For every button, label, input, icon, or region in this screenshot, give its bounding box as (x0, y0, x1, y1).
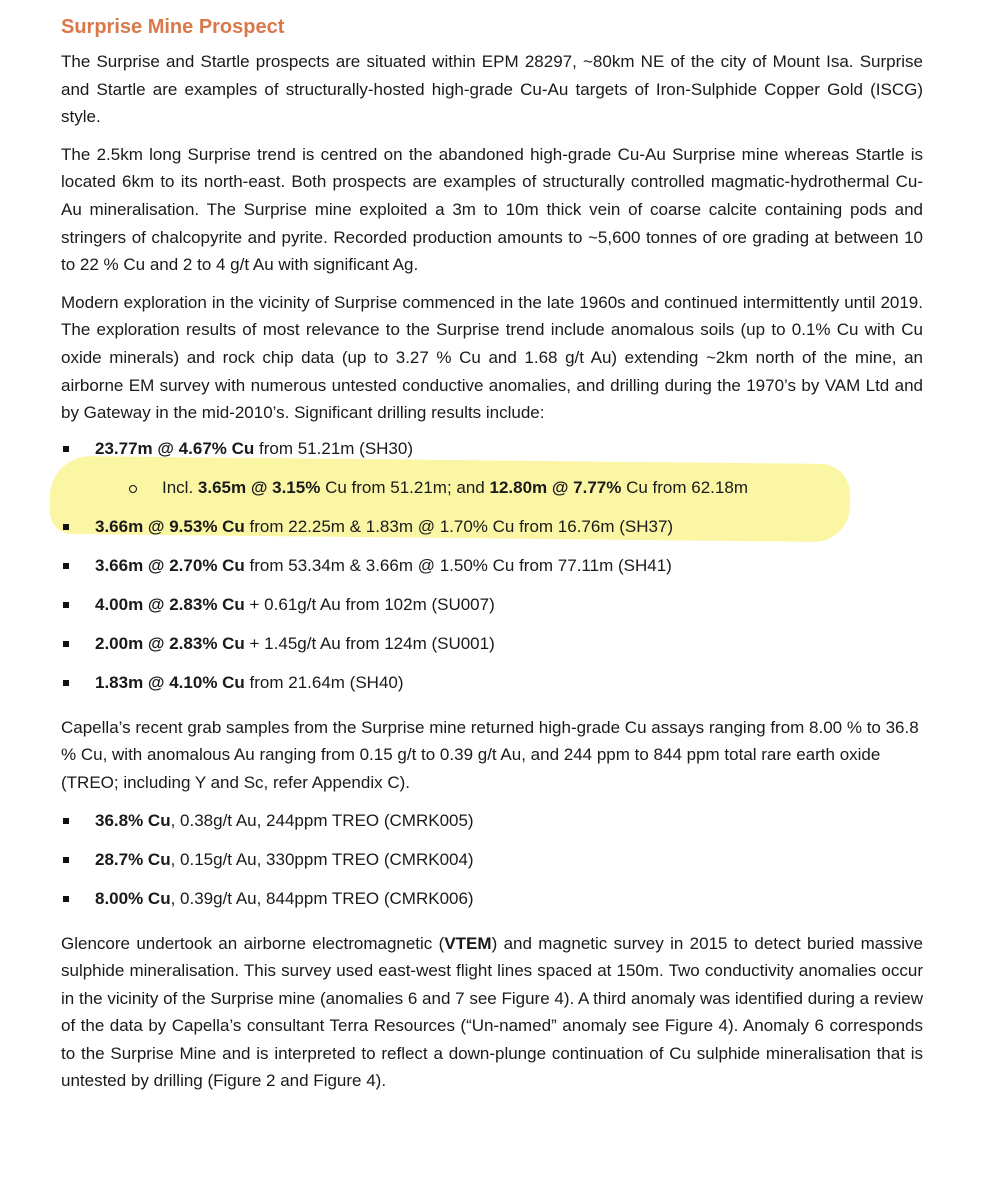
list-item (61, 671, 923, 695)
bullet-square-icon (63, 641, 69, 647)
bullet-square-icon (63, 680, 69, 686)
document-page (61, 10, 923, 1105)
drill-sub-results-list (61, 476, 923, 500)
bullet-square-icon (63, 857, 69, 863)
bullet-circle-icon (129, 485, 137, 493)
result-bold: 3.66m @ 2.70% Cu (95, 555, 245, 575)
section-heading: Surprise Mine Prospect (61, 16, 285, 38)
result-bold: 23.77m @ 4.67% Cu (95, 438, 255, 458)
sub-bold-2: 12.80m @ 7.77% (489, 477, 622, 497)
result-text: + 1.45g/t Au from 124m (SU001) (244, 633, 495, 653)
vtem-after: ) and magnetic survey in 2015 to detect buried massive sulphide mineralisation. This survey used east-west flight lines spaced at 150m. Two conductivity anomalies occur in the vicinity of the Surprise mine (anomalies 6 and 7 see Figure 4). A third anomaly was identified during a review of the data by Capella’s consultant Terra Resources (“Un-named” anomaly see Figure 4). Anomaly 6 corresponds to the Surprise Mine and is interpreted to reflect a down-plunge continuation of Cu sulphide mineralisation that is untested by drilling (Figure 2 and Figure 4). (61, 933, 923, 1091)
list-item (61, 476, 923, 500)
list-item (61, 887, 923, 911)
sample-text: , 0.15g/t Au, 330ppm TREO (CMRK004) (170, 849, 474, 869)
bullet-square-icon (63, 524, 69, 530)
list-item (61, 848, 923, 872)
sub-mid: Cu from 51.21m; and (320, 477, 490, 497)
paragraph-grab-samples: Capella’s recent grab samples from the Surprise mine returned high-grade Cu assays ranging from 8.00 % to 36.8 % Cu, with anomalous Au ranging from 0.15 g/t to 0.39 g/t Au, and 244 ppm to 844 ppm total rare earth oxide (TREO; including Y and Sc, refer Appendix C). (61, 717, 919, 792)
sample-text: , 0.39g/t Au, 844ppm TREO (CMRK006) (170, 888, 474, 908)
sub-rest: Cu from 62.18m (621, 477, 748, 497)
result-text: from 53.34m & 3.66m @ 1.50% Cu from 77.11m (SH41) (244, 555, 672, 575)
bullet-square-icon (63, 896, 69, 902)
list-item (61, 809, 923, 833)
drill-results-list (61, 437, 923, 461)
vtem-before: Glencore undertook an airborne electromagnetic ( (61, 933, 445, 953)
sample-bold: 28.7% Cu (95, 849, 171, 869)
list-item (61, 593, 923, 617)
list-item (61, 437, 923, 461)
sub-prefix: Incl. (162, 477, 198, 497)
result-bold: 2.00m @ 2.83% Cu (95, 633, 245, 653)
paragraph-modern-exploration: Modern exploration in the vicinity of Surprise commenced in the late 1960s and continued intermittently until 2019. The exploration results of most relevance to the Surprise trend include anomalous soils (up to 0.1% Cu with Cu oxide minerals) and rock chip data (up to 3.27 % Cu and 1.68 g/t Au) extending ~2km north of the mine, an airborne EM survey with numerous untested conductive anomalies, and drilling during the 1970’s by VAM Ltd and by Gateway in the mid-2010’s. Significant drilling results include: (61, 292, 923, 423)
result-bold: 4.00m @ 2.83% Cu (95, 594, 245, 614)
sample-text: , 0.38g/t Au, 244ppm TREO (CMRK005) (170, 810, 474, 830)
grab-samples-list (61, 809, 923, 911)
vtem-bold: VTEM (444, 933, 492, 953)
paragraph-surprise-trend: The 2.5km long Surprise trend is centred on the abandoned high-grade Cu-Au Surprise mine whereas Startle is located 6km to its north-east. Both prospects are examples of structurally controlled magmatic-hydrothermal Cu-Au mineralisation. The Surprise mine exploited a 3m to 10m thick vein of coarse calcite containing pods and stringers of chalcopyrite and pyrite. Recorded production amounts to ~5,600 tonnes of ore grading at between 10 to 22 % Cu and 2 to 4 g/t Au with significant Ag. (61, 144, 923, 275)
result-text: from 51.21m (SH30) (254, 438, 414, 458)
list-item (61, 554, 923, 578)
result-text: from 21.64m (SH40) (244, 672, 404, 692)
sub-bold-1: 3.65m @ 3.15% (197, 477, 321, 497)
bullet-square-icon (63, 818, 69, 824)
result-bold: 3.66m @ 9.53% Cu (95, 516, 245, 536)
bullet-square-icon (63, 602, 69, 608)
list-item (61, 515, 923, 539)
paragraph-vtem-survey (61, 930, 923, 1096)
result-text: + 0.61g/t Au from 102m (SU007) (244, 594, 495, 614)
result-bold: 1.83m @ 4.10% Cu (95, 672, 245, 692)
list-item (61, 632, 923, 656)
paragraph-intro: The Surprise and Startle prospects are situated within EPM 28297, ~80km NE of the city of Mount Isa. Surprise and Startle are examples of structurally-hosted high-grade Cu-Au targets of Iron-Sulphide Copper Gold (ISCG) style. (61, 52, 923, 127)
sample-bold: 36.8% Cu (95, 810, 171, 830)
result-text: from 22.25m & 1.83m @ 1.70% Cu from 16.76m (SH37) (244, 516, 674, 536)
bullet-square-icon (63, 563, 69, 569)
bullet-square-icon (63, 446, 69, 452)
drill-results-list-cont (61, 515, 923, 695)
sample-bold: 8.00% Cu (95, 888, 171, 908)
